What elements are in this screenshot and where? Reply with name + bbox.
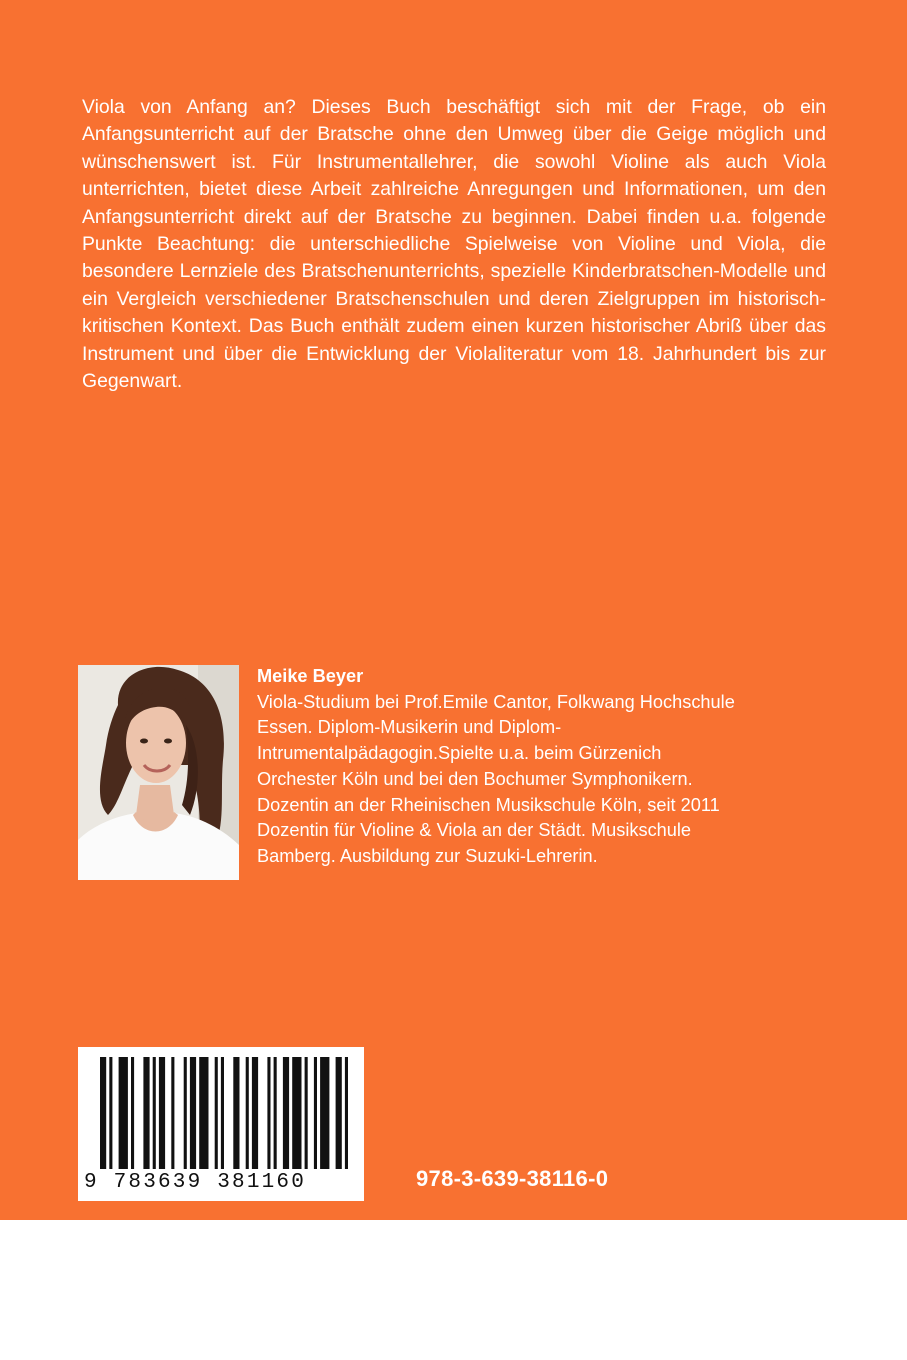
barcode-bar xyxy=(267,1057,270,1169)
barcode-bar xyxy=(345,1057,348,1169)
book-description: Viola von Anfang an? Dieses Buch beschäftigt sich mit der Frage, ob ein Anfangsunterricht auf der Bratsche ohne den Umweg über die Geige möglich und wünschenswert ist. Für Instrumentallehrer, die sowohl Violine als auch Viola unterrichten, bietet diese Arbeit zahlreiche Anregungen und Informationen, um den Anfangsunterricht direkt auf der Bratsche zu beginnen. Dabei finden u.a. folgende Punkte Beachtung: die unterschiedliche Spielweise von Violine und Viola, die besondere Lernziele des Bratschenunterrichts, spezielle Kinderbratschen-Modelle und ein Vergleich verschiedener Bratschenschulen und deren Zielgruppen im historisch-kritischen Kontext. Das Buch enthält zudem einen kurzen historischer Abriß über das Instrument und über die Entwicklung der Violaliteratur vom 18. Jahrhundert bis zur Gegenwart. xyxy=(82,96,826,393)
author-bio-line: Orchester Köln und bei den Bochumer Symphonikern. xyxy=(257,768,693,789)
barcode-bar xyxy=(320,1057,329,1169)
barcode-bar xyxy=(159,1057,165,1169)
author-name: Meike Beyer xyxy=(257,666,364,686)
author-bio-line: Viola-Studium bei Prof.Emile Cantor, Folkwang Hochschule xyxy=(257,691,735,712)
barcode-bar xyxy=(221,1057,224,1169)
barcode-bar xyxy=(109,1057,112,1169)
barcode-bar xyxy=(252,1057,258,1169)
author-bio-line: Dozentin an der Rheinischen Musikschule Köln, seit 2011 xyxy=(257,794,720,815)
barcode xyxy=(78,1047,364,1201)
barcode-bar xyxy=(143,1057,149,1169)
barcode-bar xyxy=(292,1057,301,1169)
barcode-bar xyxy=(199,1057,208,1169)
barcode-bar xyxy=(314,1057,317,1169)
barcode-bar xyxy=(283,1057,289,1169)
barcode-bar xyxy=(233,1057,239,1169)
author-bio-line: Bamberg. Ausbildung zur Suzuki-Lehrerin. xyxy=(257,845,598,866)
barcode-bar xyxy=(190,1057,196,1169)
isbn-number: 978-3-639-38116-0 xyxy=(416,1166,609,1191)
barcode-bar xyxy=(184,1057,187,1169)
barcode-bar xyxy=(131,1057,134,1169)
author-bio-line: Dozentin für Violine & Viola an der Städt. Musikschule xyxy=(257,820,692,841)
author-bio-line: Intrumentalpädagogin.Spielte u.a. beim Gürzenich xyxy=(257,743,662,764)
author-photo xyxy=(78,665,239,880)
barcode-bar xyxy=(274,1057,277,1169)
barcode-bar xyxy=(215,1057,218,1169)
barcode-bar xyxy=(100,1057,106,1169)
barcode-bar xyxy=(246,1057,249,1169)
barcode-bar xyxy=(171,1057,174,1169)
barcode-bar xyxy=(305,1057,308,1169)
author-portrait-image xyxy=(78,665,239,880)
barcode-bar xyxy=(336,1057,342,1169)
author-bio xyxy=(257,664,857,870)
barcode-bar xyxy=(153,1057,156,1169)
barcode-bar xyxy=(119,1057,128,1169)
barcode-digits: 9 783639 381160 xyxy=(84,1171,307,1194)
author-bio-line: Essen. Diplom-Musikerin und Diplom- xyxy=(257,717,562,738)
